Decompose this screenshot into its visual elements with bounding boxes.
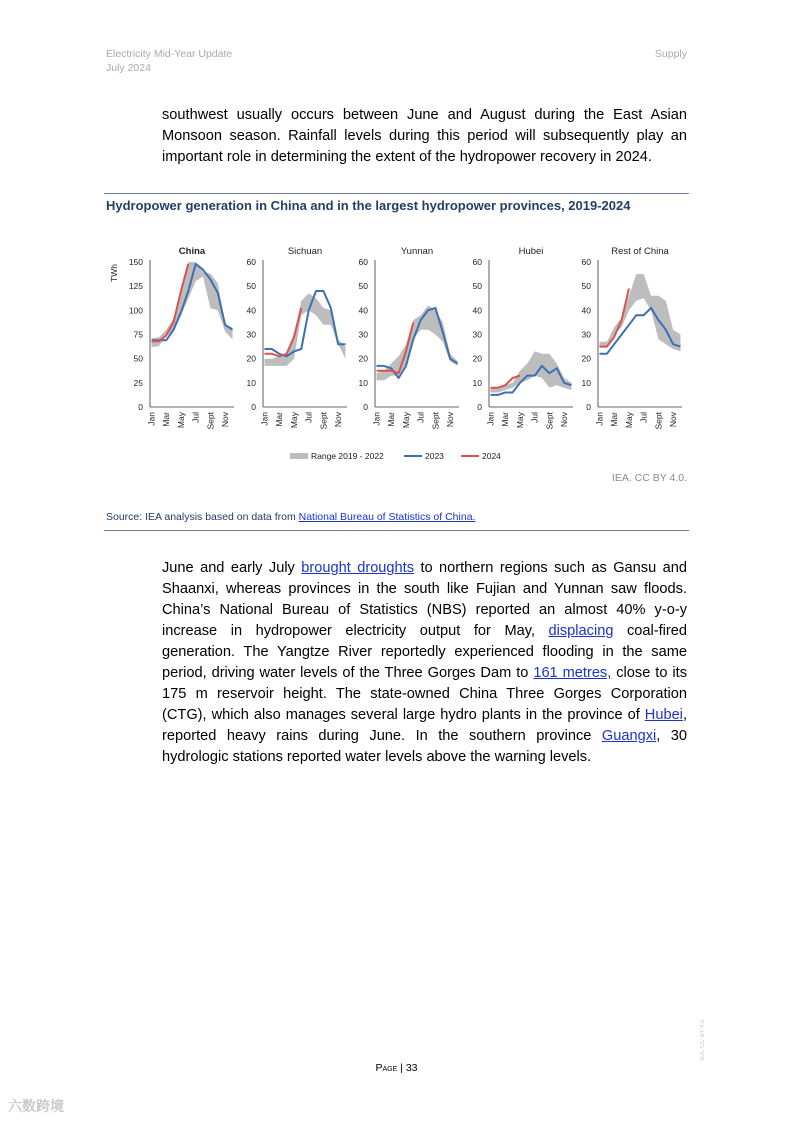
y-tick-p1: 50 <box>246 281 256 292</box>
y-tick-p3: 20 <box>472 353 482 364</box>
x-tick-p3: Jan <box>485 412 496 426</box>
x-tick-p4: Jan <box>594 412 605 426</box>
y-tick-p2: 20 <box>358 353 368 364</box>
x-tick-p3: Nov <box>559 412 570 428</box>
x-tick-p2: Sept <box>430 412 441 430</box>
link-displacing[interactable]: displacing <box>548 623 614 639</box>
x-tick-p1: Mar <box>274 412 285 427</box>
section-label: Supply <box>654 48 687 60</box>
y-tick-p1: 10 <box>246 377 256 388</box>
para2-text-4: close to its 175 m reservoir height. The state-owned China Three Gorges Corporation (CTG), which also manages several large hydro plants in the province of <box>162 665 687 723</box>
x-tick-p0: Jan <box>146 412 157 426</box>
page-label: Page <box>375 1062 398 1074</box>
watermark: 六数跨境 <box>8 1098 64 1114</box>
report-title: Electricity Mid-Year Update <box>106 48 233 60</box>
x-tick-p3: Jul <box>529 412 540 423</box>
source-link[interactable]: National Bureau of Statistics of China. <box>298 511 476 523</box>
y-tick-p3: 60 <box>472 257 482 267</box>
x-tick-p1: Nov <box>333 412 344 428</box>
page-footer: Page | 33 <box>375 1062 418 1074</box>
y-tick-p4: 10 <box>581 377 591 388</box>
report-date: July 2024 <box>106 62 151 74</box>
page-number: 33 <box>405 1062 418 1074</box>
source-prefix: Source: IEA analysis based on data from <box>106 511 299 523</box>
x-tick-p0: Sept <box>205 412 216 430</box>
para2-text-1: June and early July <box>162 560 302 576</box>
panel-title-p1: Sichuan <box>287 246 323 257</box>
y-tick-p1: 20 <box>246 353 256 364</box>
x-tick-p3: Mar <box>500 412 511 427</box>
x-tick-p4: Nov <box>668 412 679 428</box>
y-tick-p0: 25 <box>133 377 143 388</box>
para2-text-6: , 30 hydrologic stations reported water levels above the warning levels. <box>162 728 687 765</box>
link-hubei[interactable]: Hubei <box>644 707 683 723</box>
y-tick-p1: 0 <box>251 402 256 412</box>
panel-title-p4: Rest of China <box>611 246 669 257</box>
figure-bottom-rule <box>104 530 689 531</box>
figure-source <box>106 511 475 523</box>
x-tick-p4: Sept <box>653 412 664 430</box>
panel-title-p2: Yunnan <box>400 246 434 257</box>
panel-title-p0: China <box>178 246 206 257</box>
x-tick-p1: May <box>288 412 299 429</box>
panel-title-p3: Hubei <box>518 246 544 257</box>
y-tick-p1: 60 <box>246 257 256 267</box>
legend-label-1: 2023 <box>425 451 444 461</box>
para2-text-3: coal-fired generation. The Yangtze River reportedly experienced flooding in the same period, driving water levels of the Three Gorges Dam to <box>162 623 687 681</box>
y-tick-p3: 10 <box>472 377 482 388</box>
x-tick-p1: Jan <box>259 412 270 426</box>
y-axis-unit: TWh <box>109 264 119 282</box>
y-tick-p1: 30 <box>246 329 256 340</box>
y-tick-p0: 50 <box>133 353 143 364</box>
x-tick-p0: Jul <box>190 412 201 423</box>
y-tick-p3: 40 <box>472 305 482 316</box>
y-tick-p4: 20 <box>581 353 591 364</box>
x-tick-p1: Sept <box>318 412 329 430</box>
y-tick-p1: 40 <box>246 305 256 316</box>
y-tick-p4: 60 <box>581 257 591 267</box>
x-tick-p0: Nov <box>220 412 231 428</box>
y-tick-p0: 125 <box>128 281 143 292</box>
body-paragraph-1: southwest usually occurs between June and August during the East Asian Monsoon season. Rainfall levels during this period will subsequently play an important role in determining the extent of the hydropower recovery in 2024. <box>162 107 687 165</box>
x-tick-p2: Nov <box>445 412 456 428</box>
y-tick-p4: 40 <box>581 305 591 316</box>
y-tick-p3: 30 <box>472 329 482 340</box>
y-tick-p0: 100 <box>128 305 143 316</box>
legend-label-2: 2024 <box>482 451 501 461</box>
link-guangxi[interactable]: Guangxi <box>601 728 657 744</box>
x-tick-p0: May <box>175 412 186 429</box>
y-tick-p2: 50 <box>358 281 368 292</box>
x-tick-p2: May <box>400 412 411 429</box>
y-tick-p3: 50 <box>472 281 482 292</box>
link-brought-droughts[interactable]: brought droughts <box>301 560 415 576</box>
link-161-metres[interactable]: 161 metres, <box>533 665 612 681</box>
y-tick-p4: 0 <box>586 402 591 412</box>
figure-title: Hydropower generation in China and in the largest hydropower provinces, 2019-2024 <box>106 198 631 213</box>
y-tick-p0: 150 <box>128 257 143 267</box>
x-tick-p2: Jan <box>371 412 382 426</box>
y-tick-p4: 50 <box>581 281 591 292</box>
x-tick-p4: Mar <box>609 412 620 427</box>
x-tick-p3: May <box>514 412 525 429</box>
para2-text-5: , reported heavy rains during June. In the southern province <box>162 707 687 744</box>
x-tick-p1: Jul <box>303 412 314 423</box>
y-tick-p4: 30 <box>581 329 591 340</box>
y-tick-p2: 30 <box>358 329 368 340</box>
x-tick-p3: Sept <box>544 412 555 430</box>
series-2023-p0 <box>152 264 233 340</box>
x-tick-p4: May <box>623 412 634 429</box>
y-tick-p2: 0 <box>363 402 368 412</box>
x-tick-p4: Jul <box>638 412 649 423</box>
legend-label-0: Range 2019 - 2022 <box>311 451 384 461</box>
y-tick-p0: 0 <box>138 402 143 412</box>
y-tick-p2: 40 <box>358 305 368 316</box>
y-tick-p2: 60 <box>358 257 368 267</box>
x-tick-p2: Mar <box>386 412 397 427</box>
y-tick-p3: 0 <box>477 402 482 412</box>
figure-credit: IEA. CC BY 4.0. <box>611 472 687 484</box>
x-tick-p0: Mar <box>161 412 172 427</box>
para2-text-2: to northern regions such as Gansu and Shaanxi, whereas provinces in the south like Fujian and Yunnan saw floods. China’s National Bureau of Statistics (NBS) reported an almost 40% y-o-y increase in hydropower electricity output for May, <box>162 560 687 639</box>
hydropower-charts <box>0 0 793 500</box>
side-note: IEA. CC BY 4.0. <box>700 1018 706 1061</box>
y-tick-p0: 75 <box>133 329 143 340</box>
y-tick-p2: 10 <box>358 377 368 388</box>
body-paragraph-2 <box>162 558 687 768</box>
x-tick-p2: Jul <box>415 412 426 423</box>
